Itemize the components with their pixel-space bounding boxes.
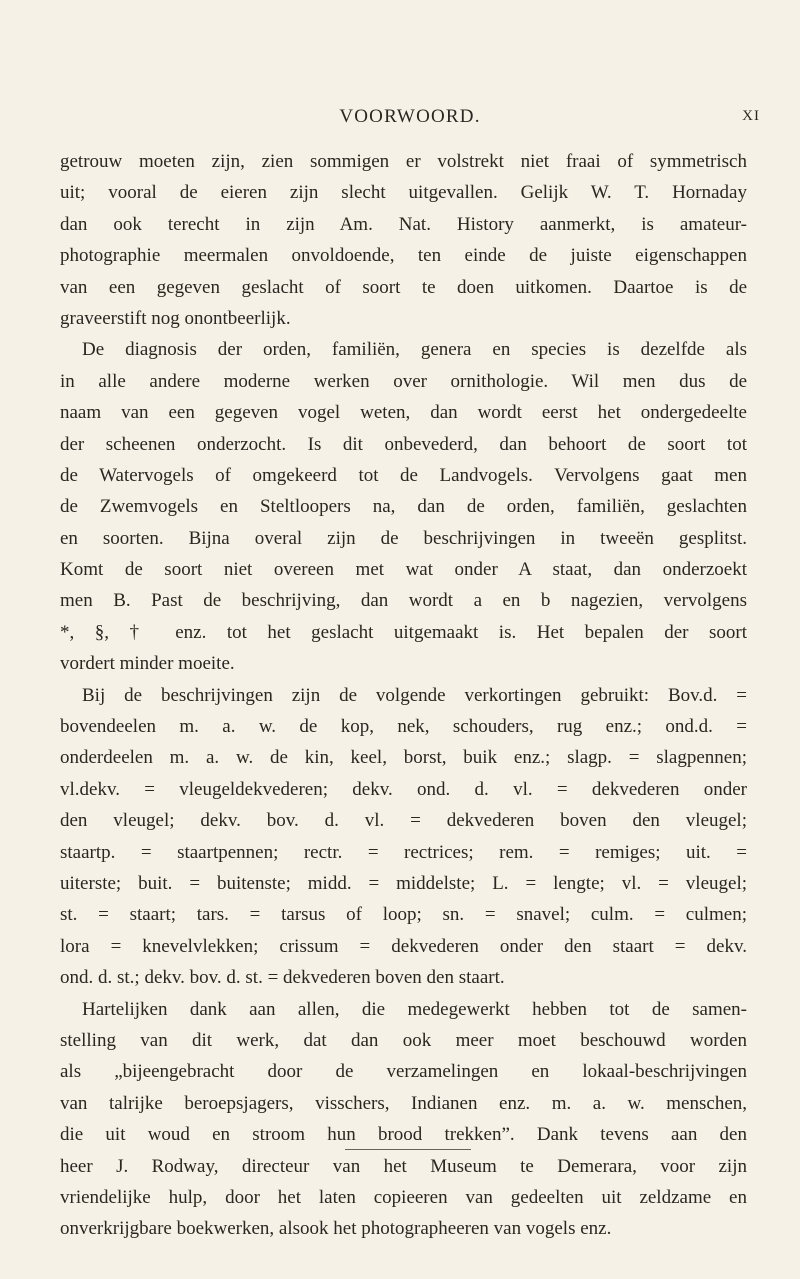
- text-line: staartp. = staartpennen; rectr. = rectrices; rem. = remiges; uit. =: [60, 841, 747, 863]
- text-line: onderdeelen m. a. w. de kin, keel, borst, buik enz.; slagp. = slagpennen;: [60, 747, 747, 769]
- text-line: als „bijeengebracht door de verzamelingen en lokaal-beschrijvingen: [60, 1061, 747, 1083]
- text-line: bovendeelen m. a. w. de kop, nek, schouders, rug enz.; ond.d. =: [60, 716, 747, 738]
- text-line: die uit woud en stroom hun brood trekken”. Dank tevens aan den: [60, 1124, 747, 1146]
- text-line: getrouw moeten zijn, zien sommigen er volstrekt niet fraai of symmetrisch: [60, 151, 747, 172]
- paragraph: [60, 680, 747, 994]
- paragraph: [60, 334, 747, 679]
- text-line: der scheenen onderzocht. Is dit onbevederd, dan behoort de soort tot: [60, 433, 747, 455]
- text-line: dan ook terecht in zijn Am. Nat. History aanmerkt, is amateur-: [60, 213, 747, 235]
- running-head: [60, 106, 760, 134]
- paragraph: [60, 994, 747, 1245]
- text-line: Bij de beschrijvingen zijn de volgende verkortingen gebruikt: Bov.d. =: [82, 684, 747, 706]
- text-line: men B. Past de beschrijving, dan wordt a en b nagezien, vervolgens: [60, 590, 747, 612]
- text-line: de Watervogels of omgekeerd tot de Landvogels. Vervolgens gaat men: [60, 464, 747, 486]
- text-line: heer J. Rodway, directeur van het Museum te Demerara, voor zijn: [60, 1155, 747, 1177]
- paragraph: [60, 146, 747, 334]
- text-line: ond. d. st.; dekv. bov. d. st. = dekvederen boven den staart.: [60, 967, 505, 989]
- text-line: vordert minder moeite.: [60, 653, 235, 675]
- text-line: photographie meermalen onvoldoende, ten einde de juiste eigenschappen: [60, 245, 747, 267]
- section-divider: [345, 1149, 471, 1150]
- text-line: den vleugel; dekv. bov. d. vl. = dekvederen boven den vleugel;: [60, 810, 747, 832]
- body-text: [60, 146, 747, 1245]
- text-line: De diagnosis der orden, familiën, genera en species is dezelfde als: [82, 339, 747, 361]
- text-line: onverkrijgbare boekwerken, alsook het photographeeren van vogels enz.: [60, 1218, 612, 1240]
- text-line: naam van een gegeven vogel weten, dan wordt eerst het ondergedeelte: [60, 402, 747, 424]
- text-line: Hartelijken dank aan allen, die medegewerkt hebben tot de samen-: [82, 998, 747, 1020]
- text-line: vriendelijke hulp, door het laten copieeren van gedeelten uit zeldzame en: [60, 1186, 747, 1208]
- text-line: graveerstift nog onontbeerlijk.: [60, 307, 291, 329]
- text-line: in alle andere moderne werken over ornithologie. Wil men dus de: [60, 370, 747, 392]
- text-line: lora = knevelvlekken; crissum = dekvederen onder den staart = dekv.: [60, 935, 747, 957]
- page-number: XI: [742, 108, 760, 124]
- page-title: VOORWOORD.: [339, 106, 481, 127]
- text-line: van talrijke beroepsjagers, visschers, Indianen enz. m. a. w. menschen,: [60, 1092, 747, 1114]
- text-line: stelling van dit werk, dat dan ook meer moet beschouwd worden: [60, 1029, 747, 1051]
- text-line: Komt de soort niet overeen met wat onder A staat, dan onderzoekt: [60, 559, 747, 581]
- text-line: en soorten. Bijna overal zijn de beschrijvingen in tweeën gesplitst.: [60, 527, 747, 549]
- text-line: vl.dekv. = vleugeldekvederen; dekv. ond. d. vl. = dekvederen onder: [60, 778, 747, 800]
- text-line: van een gegeven geslacht of soort te doen uitkomen. Daartoe is de: [60, 276, 747, 298]
- text-line: de Zwemvogels en Steltloopers na, dan de orden, familiën, geslachten: [60, 496, 747, 518]
- text-line: *, §, † enz. tot het geslacht uitgemaakt is. Het bepalen der soort: [60, 621, 747, 643]
- text-line: uit; vooral de eieren zijn slecht uitgevallen. Gelijk W. T. Hornaday: [60, 182, 747, 204]
- text-line: st. = staart; tars. = tarsus of loop; sn. = snavel; culm. = culmen;: [60, 904, 747, 926]
- text-line: uiterste; buit. = buitenste; midd. = middelste; L. = lengte; vl. = vleugel;: [60, 872, 747, 894]
